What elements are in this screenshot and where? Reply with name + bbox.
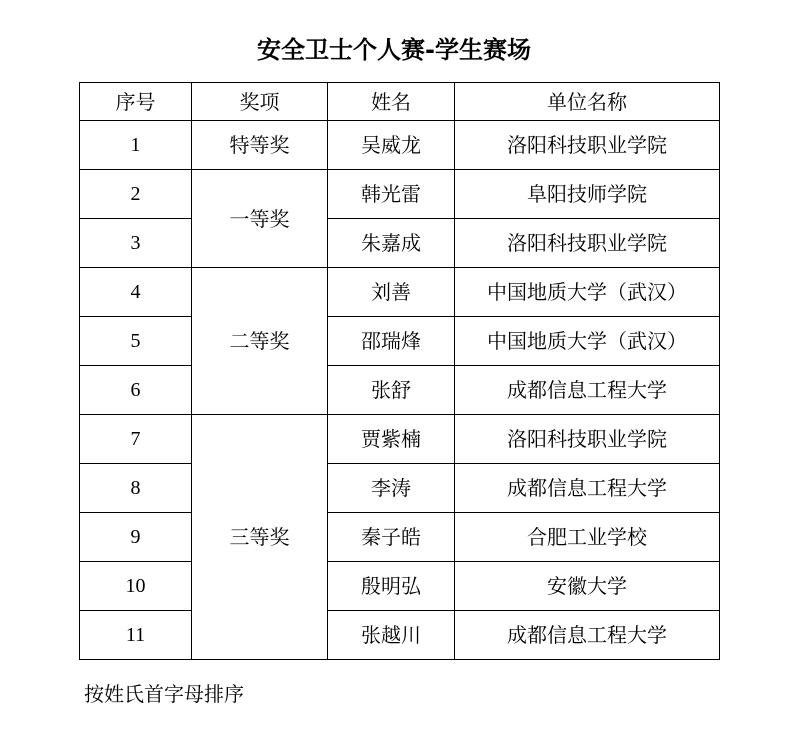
- table-row: [80, 611, 720, 660]
- unit-cell: 合肥工业学校: [455, 513, 720, 562]
- seq-cell: 2: [80, 170, 192, 219]
- award-cell-second: 二等奖: [192, 268, 328, 415]
- unit-cell: 洛阳科技职业学院: [455, 415, 720, 464]
- award-cell-first: 一等奖: [192, 170, 328, 268]
- unit-cell: 成都信息工程大学: [455, 366, 720, 415]
- table-row: [80, 415, 720, 464]
- seq-cell: 8: [80, 464, 192, 513]
- name-cell: 刘善: [328, 268, 455, 317]
- name-cell: 吴威龙: [328, 121, 455, 170]
- unit-cell: 成都信息工程大学: [455, 611, 720, 660]
- table-row: [80, 268, 720, 317]
- name-cell: 韩光雷: [328, 170, 455, 219]
- table-row: [80, 513, 720, 562]
- seq-cell: 3: [80, 219, 192, 268]
- seq-cell: 9: [80, 513, 192, 562]
- header-award: 奖项: [192, 83, 328, 121]
- unit-cell: 中国地质大学（武汉）: [455, 268, 720, 317]
- table-row: [80, 366, 720, 415]
- name-cell: 秦子皓: [328, 513, 455, 562]
- header-name: 姓名: [328, 83, 455, 121]
- seq-cell: 10: [80, 562, 192, 611]
- name-cell: 张越川: [328, 611, 455, 660]
- name-cell: 殷明弘: [328, 562, 455, 611]
- results-table: [79, 82, 720, 660]
- unit-cell: 阜阳技师学院: [455, 170, 720, 219]
- seq-cell: 6: [80, 366, 192, 415]
- award-cell-special: 特等奖: [192, 121, 328, 170]
- table-row: [80, 464, 720, 513]
- header-unit: 单位名称: [455, 83, 720, 121]
- award-cell-third: 三等奖: [192, 415, 328, 660]
- unit-cell: 洛阳科技职业学院: [455, 121, 720, 170]
- header-seq: 序号: [80, 83, 192, 121]
- table-row: [80, 170, 720, 219]
- page-title: 安全卫士个人赛-学生赛场: [257, 36, 531, 64]
- table-row: [80, 121, 720, 170]
- seq-cell: 4: [80, 268, 192, 317]
- table-header-row: [80, 83, 720, 121]
- unit-cell: 安徽大学: [455, 562, 720, 611]
- name-cell: 李涛: [328, 464, 455, 513]
- table-row: [80, 317, 720, 366]
- name-cell: 张舒: [328, 366, 455, 415]
- seq-cell: 11: [80, 611, 192, 660]
- unit-cell: 洛阳科技职业学院: [455, 219, 720, 268]
- table-row: [80, 562, 720, 611]
- name-cell: 邵瑞烽: [328, 317, 455, 366]
- name-cell: 朱嘉成: [328, 219, 455, 268]
- seq-cell: 1: [80, 121, 192, 170]
- seq-cell: 5: [80, 317, 192, 366]
- unit-cell: 成都信息工程大学: [455, 464, 720, 513]
- seq-cell: 7: [80, 415, 192, 464]
- name-cell: 贾紫楠: [328, 415, 455, 464]
- sort-footnote: 按姓氏首字母排序: [84, 682, 244, 706]
- table-row: [80, 219, 720, 268]
- unit-cell: 中国地质大学（武汉）: [455, 317, 720, 366]
